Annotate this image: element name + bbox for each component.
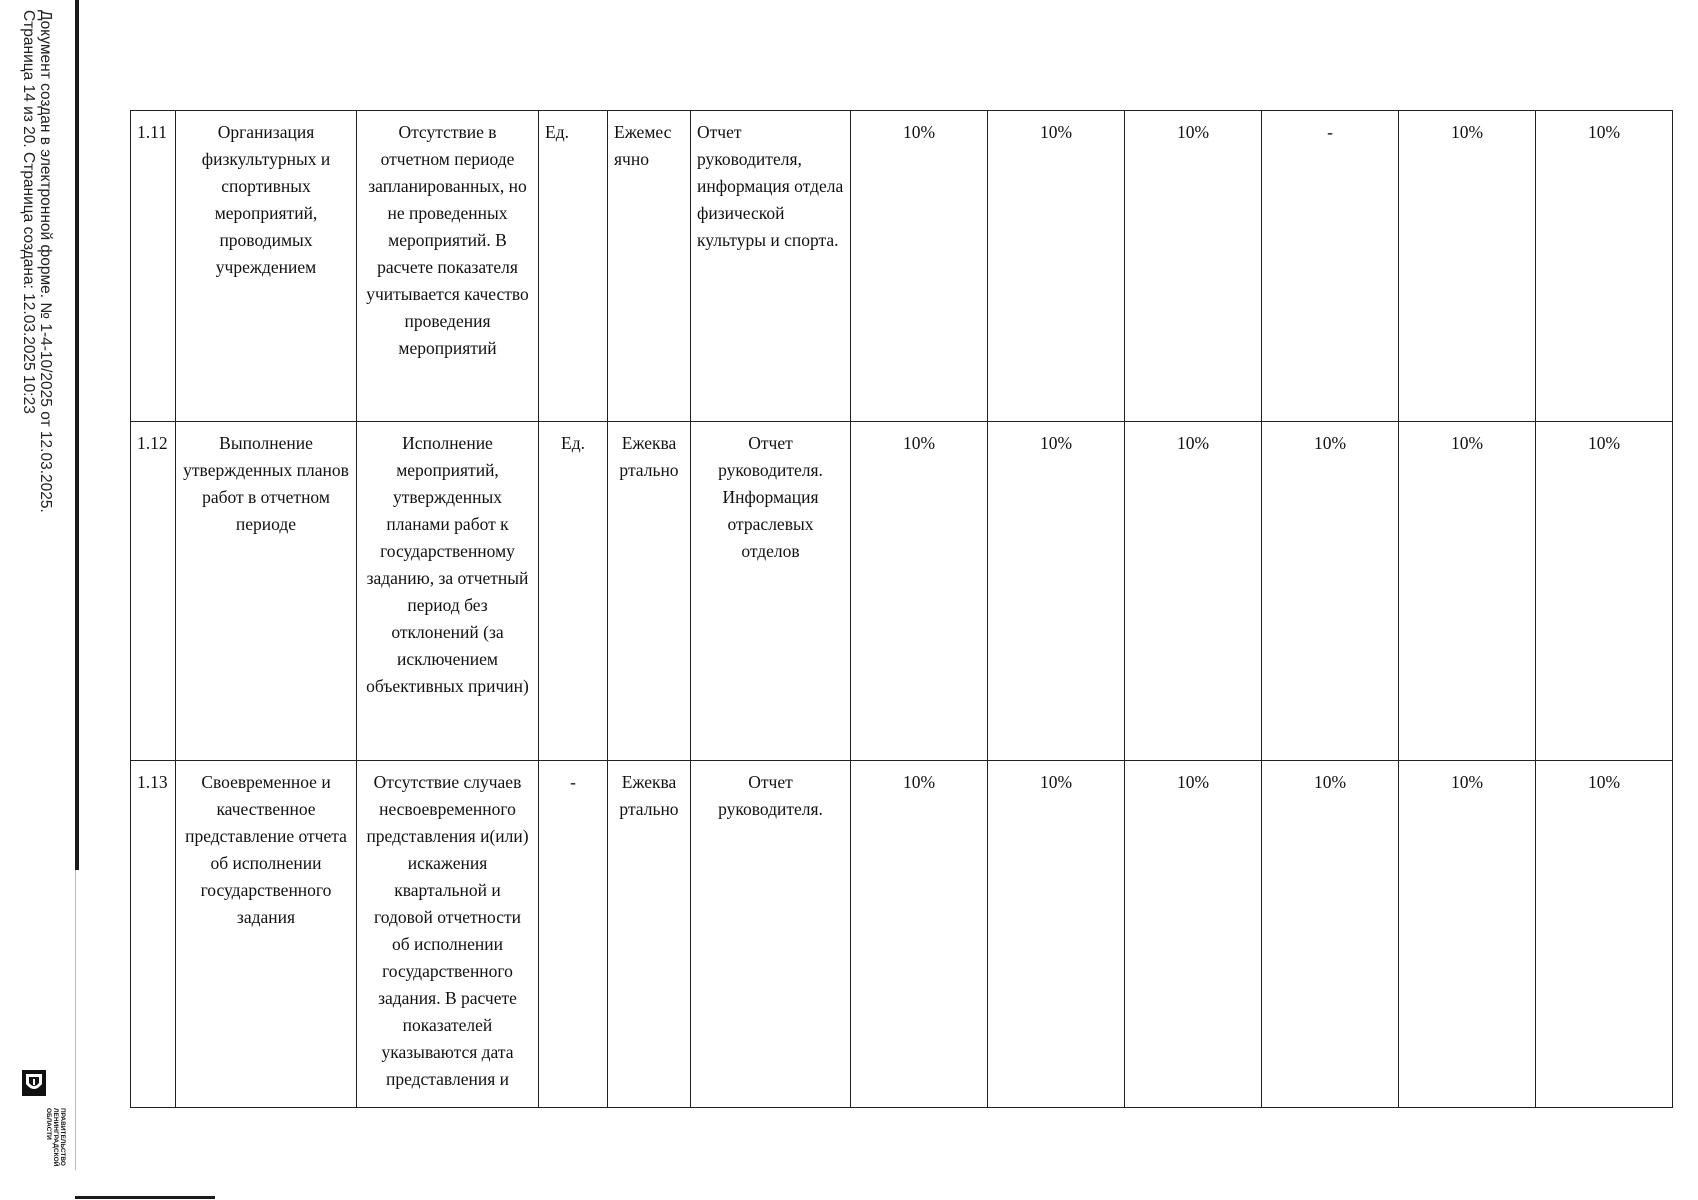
- row-number: 1.13: [131, 761, 176, 1108]
- value-cell: 10%: [1262, 422, 1399, 761]
- government-logo: [18, 1070, 66, 1180]
- value-cell: 10%: [1399, 761, 1536, 1108]
- stamp-text: [20, 10, 54, 513]
- value-cell: 10%: [1125, 761, 1262, 1108]
- stamp-line-1: Документ создан в электронной форме. № 1-4-10/2025 от 12.03.2025.: [37, 10, 54, 513]
- value-cell: 10%: [1536, 422, 1673, 761]
- data-source: Отчет руководителя.: [691, 761, 851, 1108]
- indicator-criterion: Исполнение мероприятий, утвержденных планами работ к государственному заданию, за отчетный период без отклонений (за исключением объективных причин): [357, 422, 539, 761]
- margin-bar: [75, 0, 79, 870]
- logo-line: ПРАВИТЕЛЬСТВО: [59, 1108, 66, 1166]
- bottom-bar: [75, 1196, 215, 1199]
- logo-line: ЛЕНИНГРАДСКОЙ: [52, 1108, 59, 1167]
- coat-of-arms-icon: [22, 1070, 46, 1096]
- value-cell: 10%: [1536, 111, 1673, 422]
- unit: -: [539, 761, 608, 1108]
- unit: Ед.: [539, 422, 608, 761]
- logo-line: ОБЛАСТИ: [45, 1108, 52, 1140]
- value-cell: 10%: [851, 761, 988, 1108]
- value-cell: 10%: [851, 422, 988, 761]
- table-row: [131, 111, 1673, 422]
- value-cell: 10%: [851, 111, 988, 422]
- value-cell: 10%: [1399, 111, 1536, 422]
- indicator-name: Своевременное и качественное представление отчета об исполнении государственного задания: [176, 761, 357, 1108]
- stamp-line-2: Страница 14 из 20. Страница создана: 12.03.2025 10:23: [20, 10, 37, 414]
- data-source: Отчет руководителя. Информация отраслевых отделов: [691, 422, 851, 761]
- row-number: 1.12: [131, 422, 176, 761]
- unit: Ед.: [539, 111, 608, 422]
- value-cell: 10%: [988, 761, 1125, 1108]
- margin-line: [75, 870, 76, 1170]
- periodicity: Ежеква ртально: [608, 422, 691, 761]
- value-cell: 10%: [988, 422, 1125, 761]
- value-cell: 10%: [1125, 111, 1262, 422]
- row-number: 1.11: [131, 111, 176, 422]
- periodicity: Ежемес ячно: [608, 111, 691, 422]
- periodicity: Ежеква ртально: [608, 761, 691, 1108]
- indicator-name: Организация физкультурных и спортивных мероприятий, проводимых учреждением: [176, 111, 357, 422]
- indicators-table: [130, 110, 1673, 1108]
- indicator-name: Выполнение утвержденных планов работ в отчетном периоде: [176, 422, 357, 761]
- value-cell: 10%: [988, 111, 1125, 422]
- data-source: Отчет руководителя, информация отдела физической культуры и спорта.: [691, 111, 851, 422]
- value-cell: 10%: [1125, 422, 1262, 761]
- table-row: [131, 422, 1673, 761]
- value-cell: 10%: [1536, 761, 1673, 1108]
- electronic-document-stamp: [0, 0, 62, 560]
- indicator-criterion: Отсутствие в отчетном периоде запланированных, но не проведенных мероприятий. В расчете показателя учитывается качество проведения мероприятий: [357, 111, 539, 422]
- logo-caption: [45, 1108, 66, 1166]
- value-cell: 10%: [1262, 761, 1399, 1108]
- table-row: [131, 761, 1673, 1108]
- value-cell: 10%: [1399, 422, 1536, 761]
- indicator-criterion: Отсутствие случаев несвоевременного представления и(или) искажения квартальной и годовой отчетности об исполнении государственного задания. В расчете показателей указываются дата представления и: [357, 761, 539, 1108]
- value-cell: -: [1262, 111, 1399, 422]
